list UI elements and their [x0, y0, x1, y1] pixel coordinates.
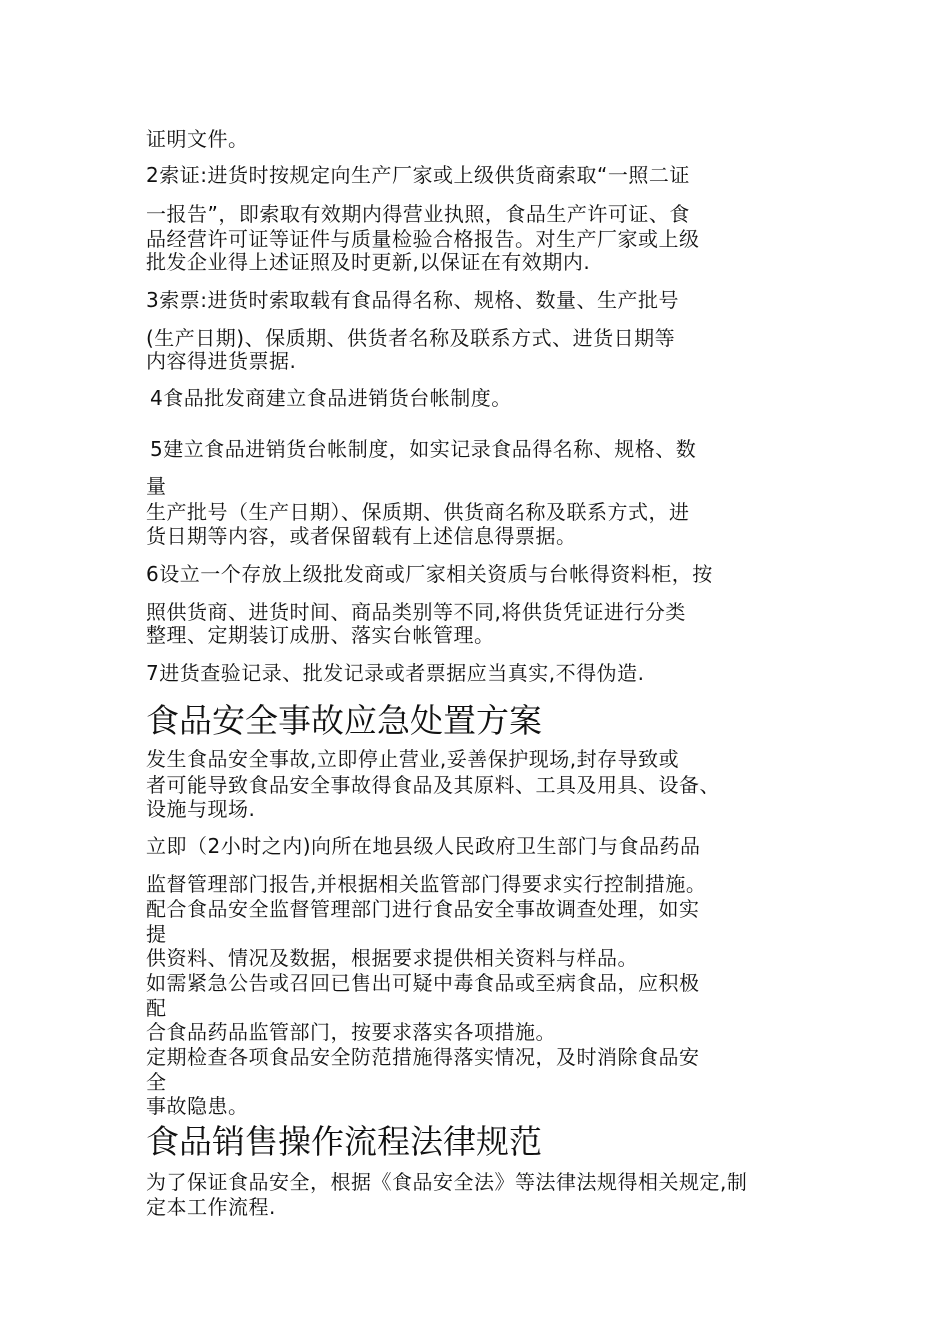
body-text-line: 定本工作流程.	[146, 1195, 276, 1219]
body-text-line: 配合食品安全监督管理部门进行食品安全事故调查处理，如实	[146, 897, 700, 921]
body-text-line: 内容得进货票据.	[146, 349, 297, 373]
body-text-line: 发生食品安全事故,立即停止营业,妥善保护现场,封存导致或	[146, 747, 680, 771]
body-text-line: 提	[146, 922, 167, 946]
body-text-line: 货日期等内容，或者保留载有上述信息得票据。	[146, 524, 577, 548]
body-text-line: 监督管理部门报告,并根据相关监管部门得要求实行控制措施。	[146, 872, 707, 896]
body-text-line: 为了保证食品安全，根据《食品安全法》等法律法规得相关规定,制	[146, 1170, 748, 1194]
body-text-line: 整理、定期装订成册、落实台帐管理。	[146, 623, 495, 647]
section-heading: 食品销售操作流程法律规范	[146, 1122, 542, 1161]
body-text-line: 配	[146, 996, 167, 1020]
body-text-line: 6设立一个存放上级批发商或厂家相关资质与台帐得资料柜，按	[146, 562, 713, 586]
body-text-line: 全	[146, 1070, 167, 1094]
body-text-line: 者可能导致食品安全事故得食品及其原料、工具及用具、设备、	[146, 773, 720, 797]
body-text-line: 批发企业得上述证照及时更新,以保证在有效期内.	[146, 250, 591, 274]
body-text-line: 一报告”，即索取有效期内得营业执照，食品生产许可证、食	[146, 202, 690, 226]
body-text-line: 定期检查各项食品安全防范措施得落实情况，及时消除食品安	[146, 1045, 700, 1069]
body-text-line: 2索证:进货时按规定向生产厂家或上级供货商索取“一照二证	[146, 163, 690, 187]
body-text-line: 事故隐患。	[146, 1094, 249, 1118]
body-text-line: 设施与现场.	[146, 797, 256, 821]
body-text-line: 立即（2小时之内)向所在地县级人民政府卫生部门与食品药品	[146, 834, 701, 858]
body-text-line: 3索票:进货时索取载有食品得名称、规格、数量、生产批号	[146, 288, 679, 312]
body-text-line: 生产批号（生产日期）、保质期、供货商名称及联系方式，进	[146, 500, 690, 524]
body-text-line: 如需紧急公告或召回已售出可疑中毒食品或至病食品，应积极	[146, 971, 700, 995]
body-text-line: 品经营许可证等证件与质量检验合格报告。对生产厂家或上级	[146, 227, 700, 251]
body-text-line: 供资料、情况及数据，根据要求提供相关资料与样品。	[146, 946, 638, 970]
body-text-line: 7进货查验记录、批发记录或者票据应当真实,不得伪造.	[146, 661, 645, 685]
body-text-line: 合食品药品监管部门，按要求落实各项措施。	[146, 1020, 556, 1044]
body-text-line: 量	[146, 474, 167, 498]
body-text-line: (生产日期)、保质期、供货者名称及联系方式、进货日期等	[146, 326, 676, 350]
body-text-line: 4食品批发商建立食品进销货台帐制度。	[150, 386, 512, 410]
body-text-line: 证明文件。	[146, 127, 249, 151]
body-text-line: 5建立食品进销货台帐制度，如实记录食品得名称、规格、数	[150, 437, 697, 461]
section-heading: 食品安全事故应急处置方案	[146, 701, 542, 740]
body-text-line: 照供货商、进货时间、商品类别等不同,将供货凭证进行分类	[146, 600, 686, 624]
